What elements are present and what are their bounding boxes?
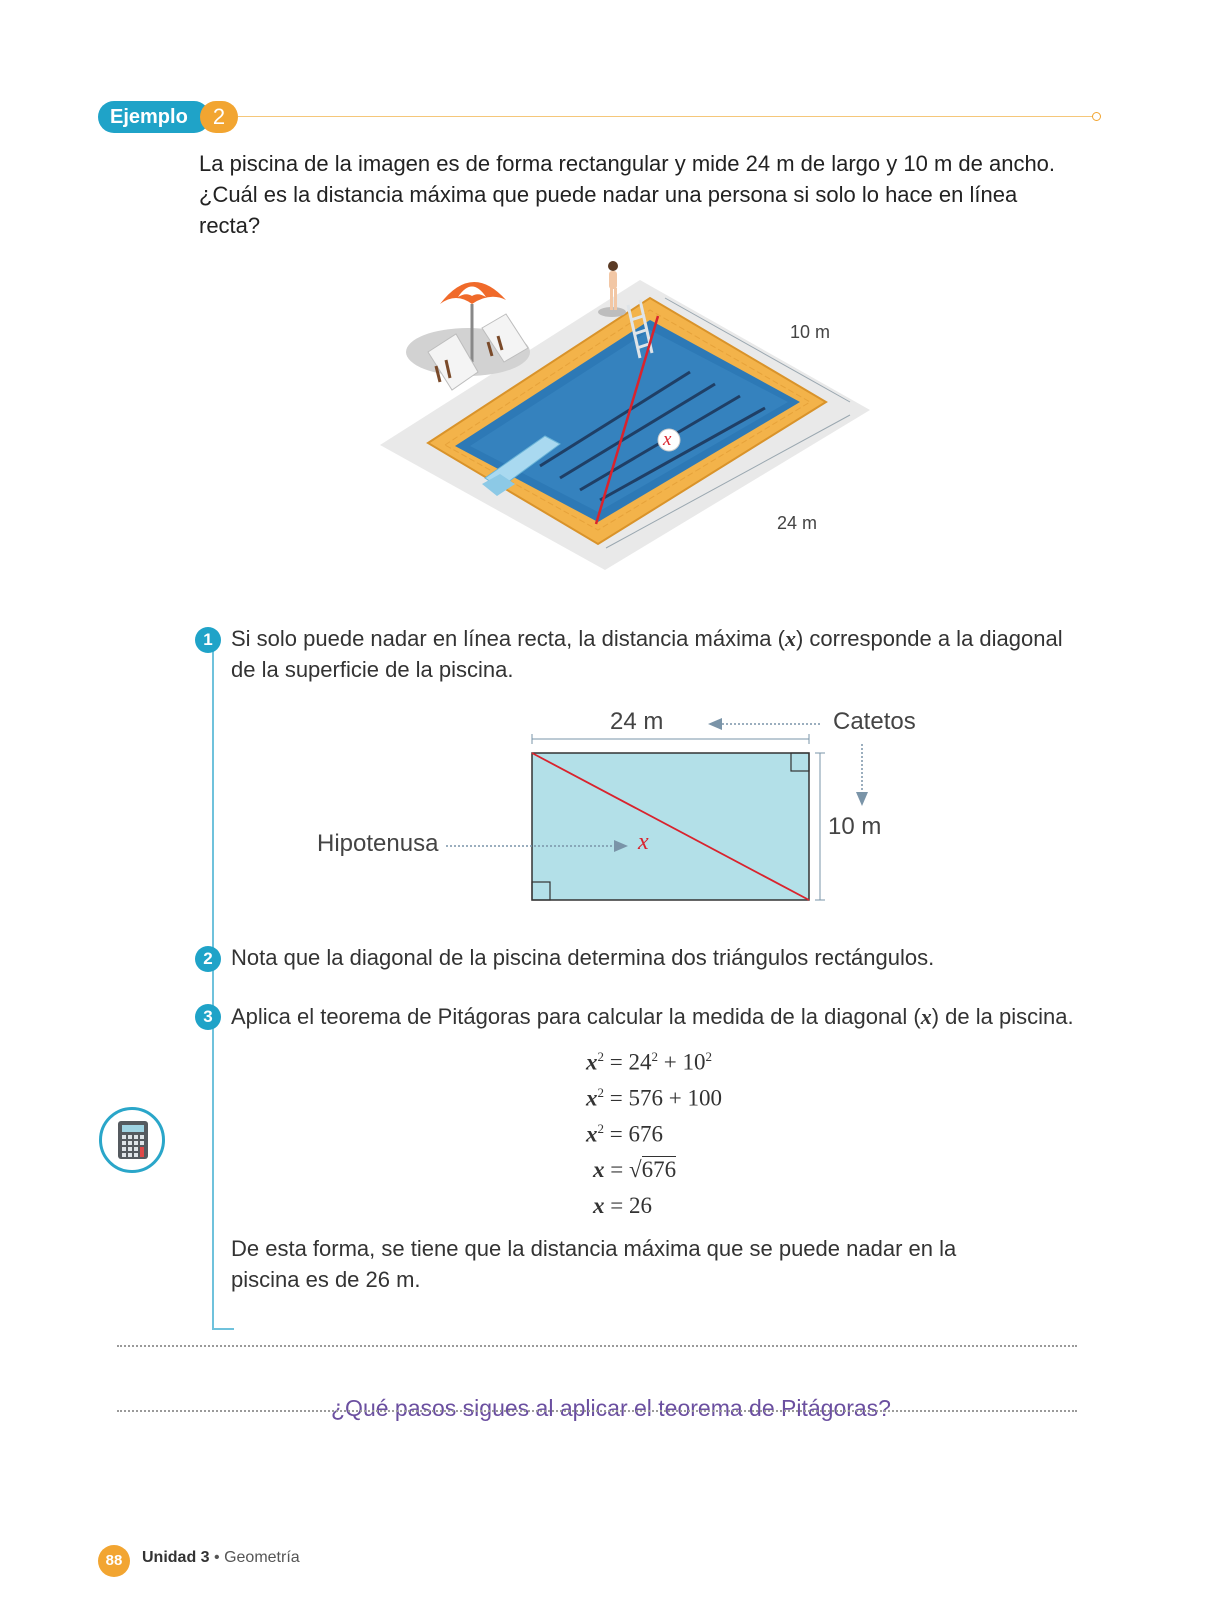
step-2-badge: 2 bbox=[195, 946, 221, 972]
header-rule bbox=[238, 116, 1094, 117]
reflection-question: ¿Qué pasos sigues al aplicar el teorema de Pitágoras? bbox=[331, 1395, 891, 1421]
question-rule-bottom bbox=[117, 1410, 1077, 1412]
problem-statement: La piscina de la imagen es de forma rectangular y mide 24 m de largo y 10 m de ancho. ¿Cuál es la distancia máxima que puede nadar una persona si solo lo hace en línea recta? bbox=[199, 151, 1056, 238]
equation-line-5: x = 26 bbox=[593, 1193, 652, 1218]
example-number: 2 bbox=[200, 101, 238, 133]
step-3-text: Aplica el teorema de Pitágoras para calcular la medida de la diagonal (x) de la piscina. bbox=[231, 1004, 1074, 1029]
footer-unit: Unidad 3 • Geometría bbox=[142, 1549, 300, 1566]
equation-line-1: $x^2 = 24^2 + 10^2$ bbox=[586, 1049, 712, 1075]
diagram-top-label: 24 m bbox=[610, 708, 664, 735]
step-3-badge: 3 bbox=[195, 1004, 221, 1030]
header-rule-end-dot bbox=[1092, 112, 1101, 121]
pool-x-label: x bbox=[663, 429, 672, 450]
step-1-badge: 1 bbox=[195, 627, 221, 653]
page-number: 88 bbox=[98, 1545, 130, 1577]
equation-line-4: x = √676 bbox=[593, 1157, 677, 1182]
pool-length-label: 24 m bbox=[777, 513, 818, 533]
step-1-text: Si solo puede nadar en línea recta, la distancia máxima (x) corresponde a la diagonal de la superficie de la piscina. bbox=[231, 626, 1063, 682]
steps-timeline bbox=[212, 650, 214, 1330]
rectangle-diagram bbox=[440, 705, 880, 915]
example-label: Ejemplo bbox=[98, 101, 210, 133]
diagram-x-label: x bbox=[638, 829, 649, 855]
steps-timeline-foot bbox=[212, 1328, 234, 1330]
question-rule-top bbox=[117, 1345, 1077, 1347]
step-2-text: Nota que la diagonal de la piscina determina dos triángulos rectángulos. bbox=[231, 945, 935, 970]
diagram-side-label: 10 m bbox=[828, 813, 882, 840]
pool-width-label: 10 m bbox=[790, 322, 831, 342]
calculator-icon bbox=[99, 1107, 165, 1173]
hipotenusa-label: Hipotenusa bbox=[317, 830, 439, 857]
conclusion-text: De esta forma, se tiene que la distancia máxima que se puede nadar en la piscina es de 26 m. bbox=[231, 1236, 957, 1292]
equation-line-3: $x^2 = 676$ bbox=[586, 1121, 663, 1147]
catetos-label: Catetos bbox=[833, 708, 916, 735]
equation-line-2: $x^2 = 576 + 100$ bbox=[586, 1085, 722, 1111]
